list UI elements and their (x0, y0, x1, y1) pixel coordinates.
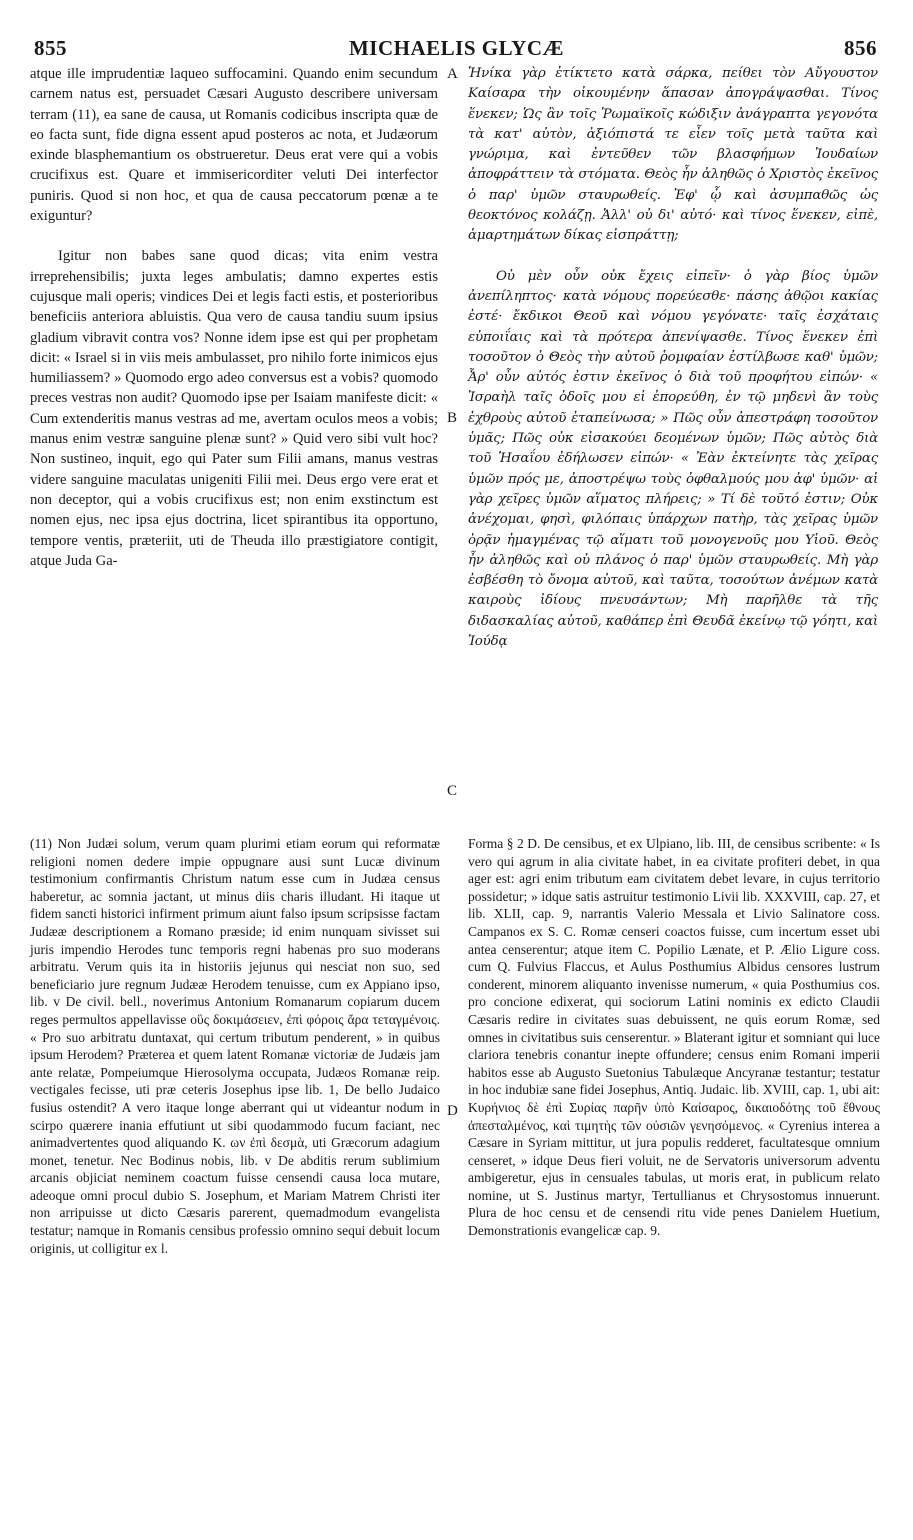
latin-paragraph: Igitur non babes sane quod dicas; vita enim vestra irreprehensibilis; juxta leges ambulatis; damno expertes estis cujusque mali operis; vindices Dei et legis facti estis, et posterioribus beneficiis anteriora abluistis. Qua vero de causa tandiu suum ipsius gladium vibravit contra vos? Nonne idem ipse est qui per prophetam dicit: « Israel si in viis meis ambulasset, pro nihilo forte inimicos ejus humiliassem? » Quomodo ergo adeo conversus est a vobis? quomodo preces vestras non audit? Quomodo ipse per Isaiam manifeste dicit: « Cum extenderitis manus vestras ad me, avertam oculos meos a vobis; manus enim vestræ sanguine plenæ sunt? » Quid vero sibi vult hoc? Non sustineo, inquit, ego qui Pater sum Filii amans, manus vestras videre sanguine maculatas unigeniti Filii mei. Deus ergo vere erat et non deceptor, qui a vobis crucifixus est; non enim exstinctum est nomen ejus, nec ipsa ejus doctrina, licet spirantibus ita opportuno, tempore ventis, præteriit, uti de Theuda illo præstigiatore contigit, atque Juda Ga- (30, 248, 438, 569)
page-number-right: 856 (844, 36, 877, 60)
greek-paragraph: Ἡνίκα γὰρ ἐτίκτετο κατὰ σάρκα, πείθει τὸν Αὔγουστον Καίσαρα τὴν οἰκουμένην ἅπασαν ἀπογράψασθαι. Τίνος ἕνεκεν; Ὡς ἂν τοῖς Ῥωμαϊκοῖς κώδιξιν ἀνάγραπτα γεγονότα τὰ κατ' αὐτὸν, ἀξιόπιστά τε εἶεν τοῖς μετὰ ταῦτα καὶ γνώριμα, καὶ ἐντεῦθεν τῶν βλασφήμων Ἰουδαίων ἀποφράττειν τὰ στόματα. Θεὸς ἦν ἀληθῶς ὁ Χριστὸς ἐκεῖνος ὁ παρ' ὑμῶν σταυρωθείς. Ἐφ' ᾧ καὶ ἀσυμπαθῶς ὡς θεοκτόνος κολάζῃ. Ἀλλ' οὐ δι' αὐτό· καὶ τίνος ἕνεκεν, εἰπὲ, ἁμαρτημάτων δίκας εἰσπράττῃ; (468, 66, 878, 244)
footnote-text: Forma § 2 D. De censibus, et ex Ulpiano, lib. III, de censibus scribente: « Is vero qui agrum in alia civitate habet, in ea civitate profiteri debet, in qua ager est: agri enim tributum eam civitatem debet levare, in cujus territorio possidetur; » idque satis astruitur testimonio Livii lib. XXXVIII, cap. 27, et lib. XLII, cap. 9, narrantis Valerio Messala et Livio Salinatore coss. Campanos ex S. C. Romæ censeri coactos fuisse, cum incertum esset ubi antea censerentur; atque item C. Popilio Lænate, et P. Ælio Ligure coss. cum Q. Fulvius Flaccus, et Aulus Posthumius Albidus censores lustrum conderent, minorem aliquanto invenisse numerum, « quia Posthumius cos. pro concione edixerat, qui sociorum Latini nominis ex edicto Claudii Cæsaris redire in civitates suas debuissent, ne quis eorum Romæ, sed omnes in civitatibus suis censerentur. » Blaterant igitur et somniant qui luce clariora tenebris conantur inepte offundere; census enim Romani imperii habitos esse ab Augusto Suetonius Tabulæque Ancyranæ testantur; testatur in hoc indubiæ sane fidei Josephus, Antiq. Judaic. lib. XVIII, cap. 1, ubi ait: Κυρήνιος δὲ ἐπὶ Συρίας παρῆν ὑπὸ Καίσαρος, δικαιοδότης τοῦ ἔθνους ἀπεσταλμένος, καὶ τιμητὴς τῶν οὐσιῶν γενησόμενος. « Cyrenius interea a Cæsare in Syriam mittitur, ut jura populis redderet, facultatesque omnium censeret, » idque Deus fieri voluit, ne de Servatoris universorum adventu ambigeretur, ejus in censuales tabulas, ut moris erat, in publicum relato nomine, ut S. Justinus martyr, Tertullianus et Chrysostomus innuerunt. Plura de hoc censu et de censendi ritu vide penes Danielem Huetium, Demonstrationis evangelicæ cap. 9. (468, 836, 880, 1239)
margin-letter-d: D (447, 1103, 458, 1119)
margin-letter-a: A (447, 66, 458, 82)
margin-letter-b: B (447, 410, 458, 426)
footnote-left-column (30, 835, 440, 1257)
greek-paragraph: Οὐ μὲν οὖν οὐκ ἔχεις εἰπεῖν· ὁ γὰρ βίος ὑμῶν ἀνεπίληπτος· κατὰ νόμους πορεύεσθε· πάσης ἀθῷοι κακίας ἐστέ· ἔκδικοι Θεοῦ καὶ νόμου γεγόνατε· ταῖς ἐσχάταις εὐποιΐαις καὶ τὰ πρότερα ἀπενίψασθε. Τίνος ἕνεκεν ἐπὶ τοσοῦτον ὁ Θεὸς τὴν αὐτοῦ ῥομφαίαν ἐστίλβωσε καθ' ὑμῶν; Ἆρ' οὖν αὐτός ἐστιν ἐκεῖνος ὁ διὰ τοῦ προφήτου εἰπών· « Ἰσραὴλ ταῖς ὁδοῖς μου εἰ ἐπορεύθη, ἐν τῷ μηδενὶ ἂν τοὺς ἐχθροὺς αὐτοῦ ἐταπείνωσα; » Πῶς οὖν ἀπεστράφη τοσοῦτον ὑμᾶς; Πῶς οὐκ εἰσακούει δεομένων ὑμῶν; Πῶς αὐτὸς διὰ τοῦ Ἡσαΐου ἐδήλωσεν εἰπών· « Ἐὰν ἐκτείνητε τὰς χεῖρας ὑμῶν πρός με, ἀποστρέψω τοὺς ὀφθαλμούς μου ἀφ' ὑμῶν· αἱ γὰρ χεῖρες ὑμῶν αἵματος πλήρεις; » Τί δὲ τοῦτό ἐστιν; Οὐκ ἀνέχομαι, φησὶ, φιλόπαις ὑπάρχων πατὴρ, τὰς χεῖρας ὑμῶν ὁρᾷν ἠμαγμένας τῷ αἵματι τοῦ μονογενοῦς μου Υἱοῦ. Θεὸς ἦν ἀληθῶς καὶ οὐ πλάνος ὁ παρ' ὑμῶν σταυρωθείς. Μὴ γὰρ ἐσβέσθη τὸ ὄνομα αὐτοῦ, καὶ ταῦτα, τοσούτων ἀνέμων κατὰ καιροὺς ἰδίους πνευσάντων; Μὴ παρῆλθε τὰ τῆς διδασκαλίας αὐτοῦ, καθάπερ ἐπὶ Θευδᾶ ἐκείνῳ τῷ γόητι, καὶ Ἰούδᾳ (468, 268, 878, 650)
running-title: MICHAELIS GLYCÆ (348, 36, 565, 60)
margin-letter-c: C (447, 783, 458, 799)
running-header (0, 36, 913, 66)
latin-paragraph: atque ille imprudentiæ laqueo suffocamini. Quando enim secundum carnem natus est, persuadet Cæsari Augusto describere universam terram (11), ea sane de causa, ut Romanis codicibus inscripta quæ de eo facta sunt, fide digna essent apud posteros ac nota, et Judæorum exinde blasphemantium os obstrueretur. Deus erat vere qui a vobis crucifixus est. Quare et immisericorditer veluti Dei interfector puniris. Quod si non hoc, et qua de causa peccatorum pœnæ a te exiguntur? (30, 66, 438, 225)
footnote-right-column (468, 835, 880, 1240)
page-number-left: 855 (34, 36, 67, 60)
greek-column (468, 64, 878, 652)
footnote-text: (11) Non Judæi solum, verum quam plurimi etiam eorum qui reformatæ religioni nomen dedere impie oppugnare ausi sunt Lucæ divinum testimonium confirmantis Christum natum esse cum in Judæa census haberetur, ac somnia jactant, ut minus diis charis illudant. Hi itaque ut fidem sancti historici infirment primum aiunt falso ipsum scripsisse factam Judææ descriptionem a Romano præside; id enim nunquam sivisset sui juris impendio Herodes tunc temporis regni habenas pro suo moderans arbitratu. Verum quis ita in historiis jejunus qui nesciat non suo, sed beneficiario jure regnum Judææ Herodem tenuisse, cum ex Appiano ipso, lib. v De civil. bell., noverimus Antonium Romanarum copiarum ducem reges permultos appellavisse οὓς δοκιμάσειεν, ἐπὶ φόροις ἄρα τεταγμένοις. « Pro suo arbitratu duntaxat, qui certum tributum penderent, » in quibus ipsum Herodem? Præterea et quem latent Romanæ victoriæ de Judæis jam ante relatæ, Pompeiumque Hierosolyma occupata, Judæos Romanæ reip. vectigales fecisse, uti præ ceteris Josephus ipse lib. 1, De bello Judaico fusius ostendit? A vero itaque longe aberrant qui ut videantur nodum in scirpo quærere inania effutiunt ut sibi quodammodo fucum faciant, nec animadvertentes quod aliquando Κ. ων ἐπὶ δεσμὰ, uti Græcorum adagium monet, tenetur. Nec Bodinus nobis, lib. v De abditis rerum sublimium arcanis objiciat neminem coactum fuisse censendi causa loca mutare, adeoque omni procul dubio S. Josephum, et Mariam Matrem Christi iter non arripuisse ut dicto Cæsaris parerent, quemadmodum evangelista testatur; namque in Romanis censibus professio omnino sequi debuit locum originis, ut colligitur ex l. (30, 836, 440, 1256)
latin-column (30, 64, 438, 571)
